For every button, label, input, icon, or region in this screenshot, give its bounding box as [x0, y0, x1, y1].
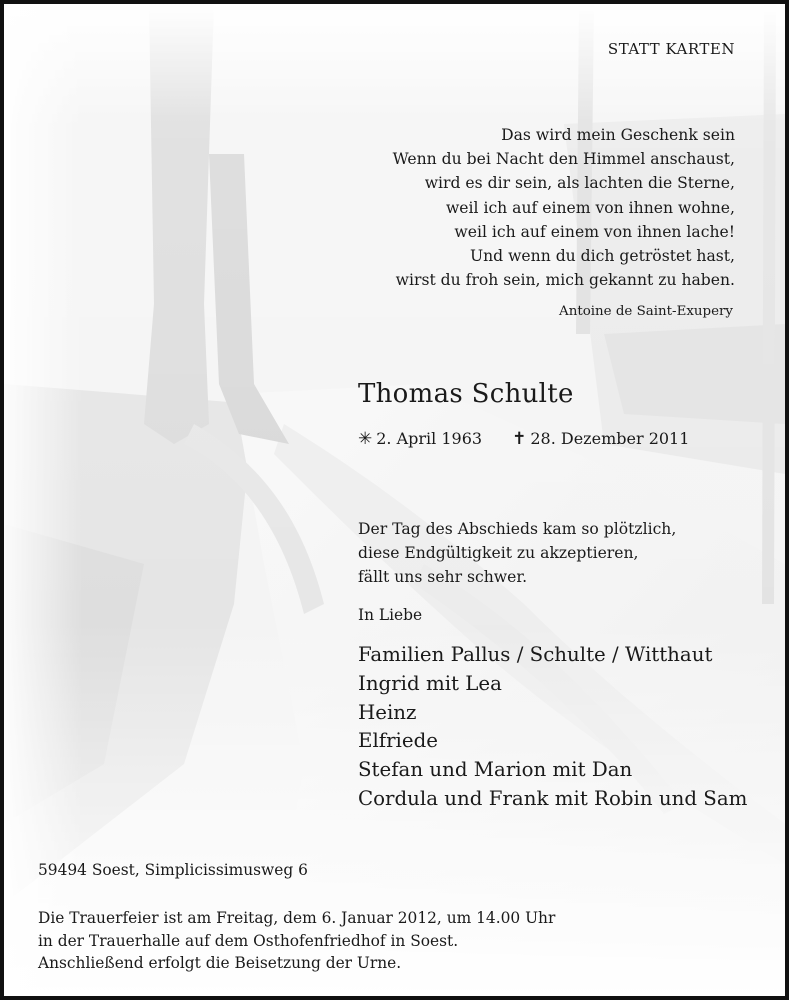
poem	[393, 123, 735, 292]
in-liebe-intro: In Liebe	[358, 606, 423, 624]
farewell-line: fällt uns sehr schwer.	[358, 568, 528, 586]
mourner-name: Heinz	[358, 700, 417, 724]
birth-star-icon: ✳	[358, 429, 373, 449]
farewell-line: diese Endgültigkeit zu akzeptieren,	[358, 544, 639, 562]
farewell-line: Der Tag des Abschieds kam so plötzlich,	[358, 520, 677, 538]
mourner-name: Ingrid mit Lea	[358, 671, 502, 695]
poem-line: Und wenn du dich getröstet hast,	[469, 247, 735, 266]
death-date: 28. Dezember 2011	[530, 429, 690, 448]
header-statt-karten: STATT KARTEN	[607, 40, 735, 58]
deceased-name: Thomas Schulte	[358, 379, 574, 409]
mourner-name: Stefan und Marion mit Dan	[358, 758, 633, 782]
mourner-name: Cordula und Frank mit Robin und Sam	[358, 786, 748, 810]
ceremony-line: in der Trauerhalle auf dem Osthofenfriedhof in Soest.	[38, 931, 459, 950]
poem-line: Das wird mein Geschenk sein	[501, 126, 735, 144]
address: 59494 Soest, Simplicissimusweg 6	[38, 861, 308, 879]
poem-author: Antoine de Saint-Exupery	[559, 304, 733, 319]
poem-line: weil ich auf einem von ihnen wohne,	[445, 198, 735, 217]
life-dates	[358, 429, 689, 449]
mourner-name: Elfriede	[358, 729, 438, 753]
farewell-text	[358, 517, 676, 589]
mourners-list	[358, 641, 747, 814]
ceremony-line: Die Trauerfeier ist am Freitag, dem 6. Januar 2012, um 14.00 Uhr	[38, 909, 556, 927]
mourner-name: Familien Pallus / Schulte / Witthaut	[358, 643, 713, 666]
poem-line: Wenn du bei Nacht den Himmel anschaust,	[392, 150, 735, 169]
poem-line: wird es dir sein, als lachten die Sterne,	[424, 174, 735, 193]
birth-date: 2. April 1963	[376, 429, 483, 448]
death-cross-icon: ✝	[512, 429, 527, 449]
poem-line: wirst du froh sein, mich gekannt zu haben.	[395, 271, 735, 290]
ceremony-info	[38, 907, 555, 975]
ceremony-line: Anschließend erfolgt die Beisetzung der Urne.	[38, 954, 402, 972]
poem-line: weil ich auf einem von ihnen lache!	[454, 222, 735, 241]
